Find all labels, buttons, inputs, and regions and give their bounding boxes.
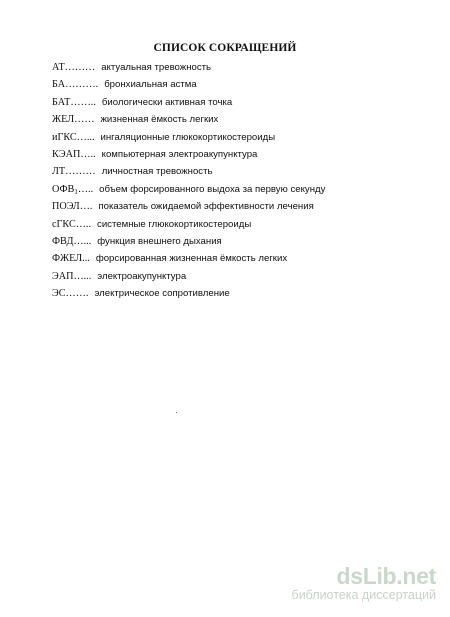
list-item (52, 59, 432, 76)
abbreviation-definition: электрическое сопротивление (94, 288, 230, 300)
abbreviation-definition: личностная тревожность (101, 166, 213, 178)
abbreviation-definition: объем форсированного выдоха за первую секунду (99, 183, 326, 195)
watermark-subtitle: библиотека диссертаций (291, 588, 436, 602)
abbreviation-key: БАТ…….. (52, 96, 96, 108)
list-item (52, 250, 432, 267)
list-item (52, 216, 432, 233)
abbreviation-list (52, 59, 432, 302)
list-item (52, 181, 432, 198)
abbreviation-definition: системные глюкокортикостероиды (97, 218, 252, 230)
abbreviation-key: ЛТ……… (52, 166, 96, 178)
list-item (52, 285, 432, 302)
list-item (52, 163, 432, 180)
abbreviation-key: ФВД…... (52, 235, 92, 247)
watermark (292, 564, 436, 603)
page-title: СПИСОК СОКРАЩЕНИЙ (153, 42, 297, 54)
abbreviation-definition: актуальная тревожность (101, 62, 212, 73)
watermark-logo: dsLib.net (336, 563, 436, 589)
abbreviation-definition: биологически активная точка (101, 96, 233, 108)
abbreviation-definition: функция внешнего дыхания (97, 235, 222, 247)
abbreviation-definition: форсированная жизненная ёмкость легких (95, 253, 288, 265)
abbreviation-definition: компьютерная электроакупунктура (101, 148, 258, 160)
abbreviation-key: КЭАП….. (52, 148, 96, 160)
abbreviation-key: ЖЕЛ…… (52, 114, 95, 126)
abbreviation-key: сГКС….. (52, 218, 92, 230)
abbreviation-key-dots: ….. (77, 183, 94, 195)
list-item (52, 94, 432, 111)
abbreviation-key: ФЖЕЛ... (52, 253, 90, 265)
abbreviation-key: АТ……… (52, 62, 96, 73)
abbreviation-key-subscript: 1 (74, 187, 78, 196)
abbreviation-definition: показатель ожидаемой эффективности лечения (98, 201, 314, 213)
abbreviation-key: БА………. (52, 79, 99, 91)
abbreviation-definition: бронхиальная астма (104, 79, 197, 91)
stray-mark (176, 412, 177, 413)
abbreviation-key (52, 184, 93, 195)
abbreviation-key: ПОЭЛ…. (52, 201, 93, 213)
abbreviation-key-main: ОФВ (52, 183, 75, 195)
list-item (52, 198, 432, 215)
list-item (52, 146, 432, 163)
abbreviation-key: иГКС…... (52, 131, 95, 143)
list-item (52, 268, 432, 285)
list-item (52, 111, 432, 128)
abbreviation-definition: электроакупунктура (97, 270, 187, 282)
list-item (52, 129, 432, 146)
abbreviation-key: ЭС……. (52, 288, 89, 300)
list-item (52, 233, 432, 250)
abbreviation-definition: жизненная ёмкость легких (100, 114, 219, 126)
abbreviation-key: ЭАП…... (52, 270, 92, 282)
abbreviation-definition: ингаляционные глюкокортикостероиды (100, 131, 276, 143)
list-item (52, 76, 432, 93)
